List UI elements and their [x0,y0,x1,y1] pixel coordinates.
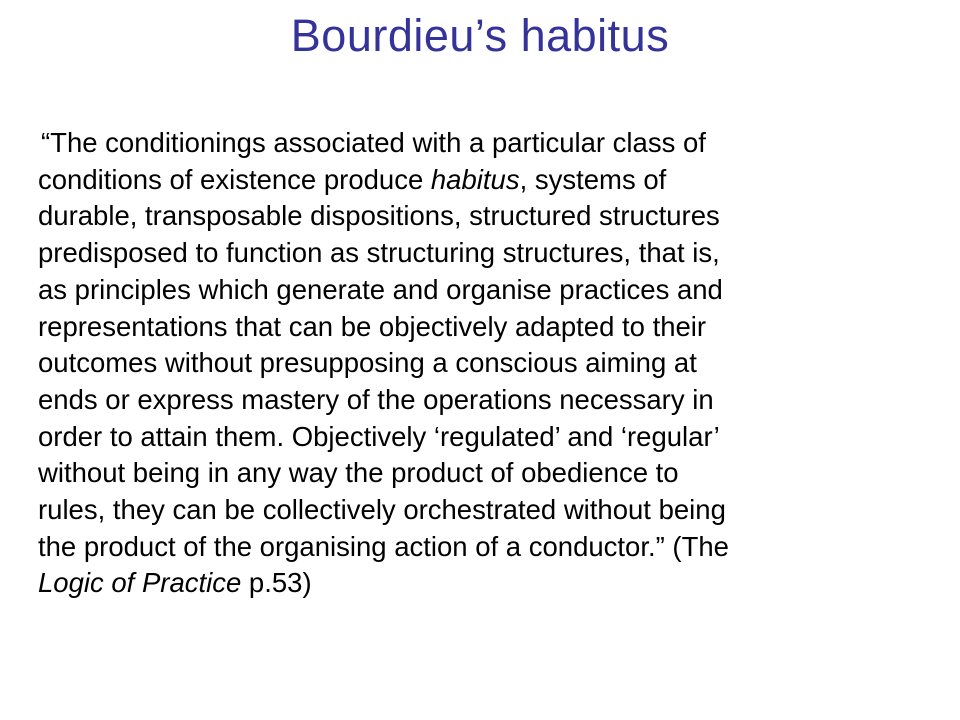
quote-line-text: without being in any way the product of obedience to [38,457,679,489]
quote-line-text: outcomes without presupposing a conscious aiming at [38,347,697,379]
quote-line [38,162,943,199]
quote-line-text: the product of the organising action of a conductor.” (The [38,530,729,562]
quote-line-text: order to attain them. Objectively ‘regulated’ and ‘regular’ [38,420,720,452]
quote-line-text: ends or express mastery of the operations necessary in [38,383,714,415]
quote-line [38,565,943,602]
quote-line [38,125,943,162]
quote-line [38,309,943,346]
quote-emphasis-book-title: Logic of Practice [38,567,242,599]
quote-line-text: as principles which generate and organise practices and [38,273,723,305]
quote-line [38,492,943,529]
quote-line [38,345,943,382]
quote-line-text: predisposed to function as structuring structures, that is, [38,237,720,269]
quote-line-text: “The conditionings associated with a particular class of [41,127,706,158]
quote-line [38,529,943,566]
quote-line [38,235,943,272]
quote-line [38,382,943,419]
quote-line [38,272,943,309]
slide-title: Bourdieu’s habitus [290,10,670,61]
quote-line [38,455,943,492]
quote-line-text: , systems of [519,163,667,195]
quote-line-text: conditions of existence produce [38,163,431,195]
quote-line-text: representations that can be objectively adapted to their [38,310,707,342]
quote-text [38,125,943,602]
quote-citation: p.53) [241,567,312,599]
quote-line-text: rules, they can be collectively orchestrated without being [38,494,726,526]
quote-line [38,419,943,456]
quote-line-text: durable, transposable dispositions, structured structures [38,200,720,232]
quote-line [38,198,943,235]
quote-emphasis-habitus: habitus [430,163,520,195]
